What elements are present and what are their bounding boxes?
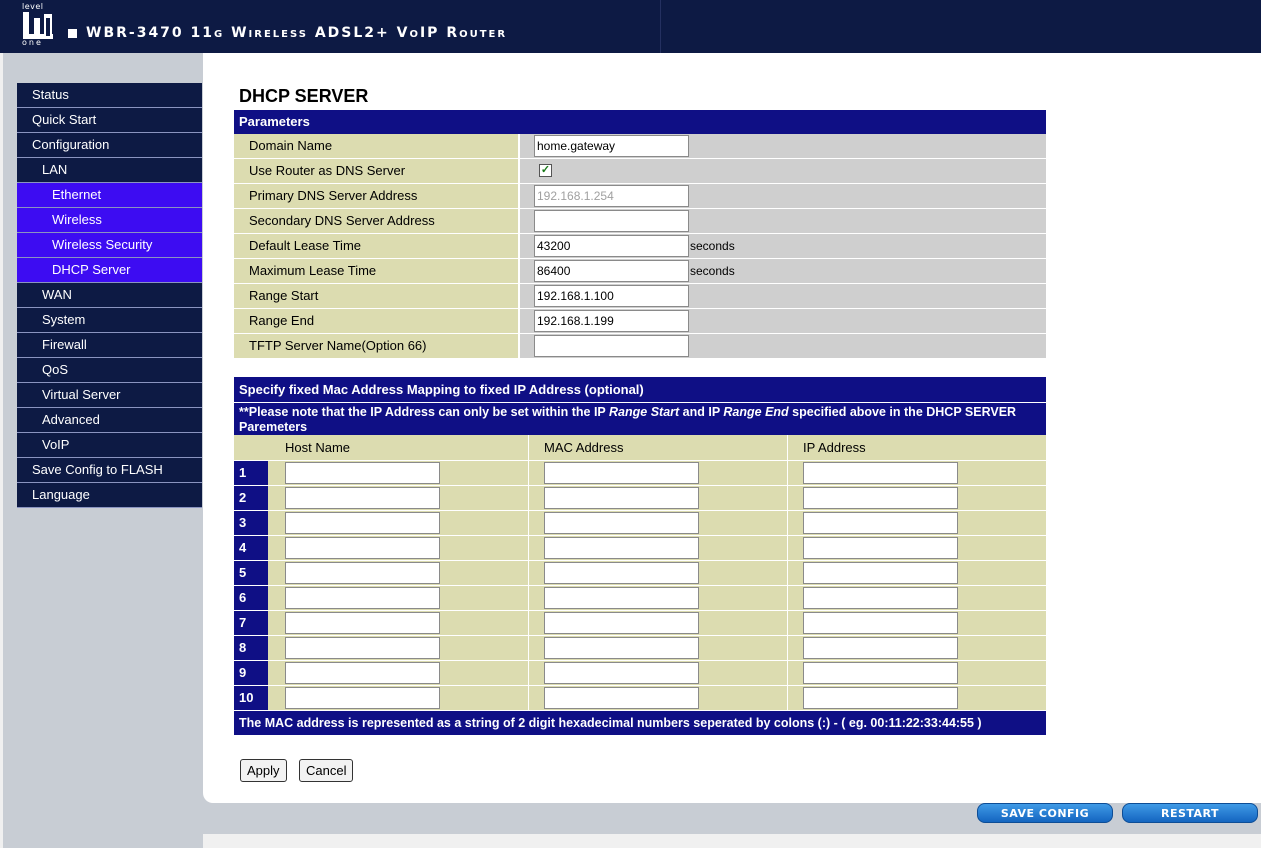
host-name-input[interactable] [285,662,440,684]
sidebar-item-lan[interactable]: LAN [17,158,202,183]
sidebar-nav [17,83,202,508]
mac-table-row [234,610,1046,635]
mac-address-input[interactable] [544,637,699,659]
ip-address-input[interactable] [803,487,958,509]
sidebar-item-wireless[interactable]: Wireless [17,208,202,233]
param-row-max-lease [234,259,1046,284]
column-separator [528,536,529,561]
tftp-server-input[interactable] [534,335,689,357]
mac-address-input[interactable] [544,662,699,684]
host-name-input[interactable] [285,537,440,559]
side-strip [0,53,3,848]
seconds-unit: seconds [690,264,735,278]
mac-footer-note: The MAC address is represented as a string of 2 digit hexadecimal numbers seperated by colons (:) - ( eg. 00:11:22:33:44:55 ) [234,710,1046,735]
note-text: and IP [679,405,724,419]
mac-table-row [234,585,1046,610]
row-number: 7 [234,611,268,635]
column-separator [528,636,529,661]
ip-address-input[interactable] [803,537,958,559]
sidebar-item-system[interactable]: System [17,308,202,333]
mac-column-header-row [234,435,1046,460]
sidebar-item-qos[interactable]: QoS [17,358,202,383]
param-row-range-end [234,309,1046,334]
param-value-cell [520,159,1046,183]
column-separator [787,636,788,661]
default-lease-time-input[interactable] [534,235,689,257]
mac-mapping-table [234,377,1046,735]
col-mac-address: MAC Address [544,440,624,455]
sidebar-item-virtual-server[interactable]: Virtual Server [17,383,202,408]
content-panel [203,53,1261,803]
sidebar-item-voip[interactable]: VoIP [17,433,202,458]
column-separator [787,536,788,561]
host-name-input[interactable] [285,487,440,509]
mac-table-row [234,460,1046,485]
mac-mapping-header: Specify fixed Mac Address Mapping to fixed IP Address (optional) [234,377,1046,402]
column-separator [787,561,788,586]
primary-dns-input [534,185,689,207]
param-row-primary-dns [234,184,1046,209]
range-start-input[interactable] [534,285,689,307]
column-separator [528,661,529,686]
sidebar-item-language[interactable]: Language [17,483,202,508]
mac-table-row [234,635,1046,660]
param-label: Primary DNS Server Address [234,184,518,208]
sidebar-item-firewall[interactable]: Firewall [17,333,202,358]
column-separator [528,586,529,611]
sidebar-item-advanced[interactable]: Advanced [17,408,202,433]
host-name-input[interactable] [285,512,440,534]
param-row-default-lease [234,234,1046,259]
ip-address-input[interactable] [803,687,958,709]
restart-button[interactable]: RESTART [1122,803,1258,823]
row-number: 6 [234,586,268,610]
column-separator [528,461,529,486]
host-name-input[interactable] [285,562,440,584]
param-label: Default Lease Time [234,234,518,258]
col-host-name: Host Name [285,440,351,455]
column-separator [787,461,788,486]
param-row-range-start [234,284,1046,309]
parameters-table [234,110,1046,359]
param-value-cell [520,184,1046,208]
cancel-button[interactable]: Cancel [299,759,353,782]
param-value-cell [520,284,1046,308]
seconds-unit: seconds [690,239,735,253]
logo-text-top: level [22,2,44,11]
column-separator [787,686,788,711]
apply-button[interactable]: Apply [240,759,287,782]
secondary-dns-input[interactable] [534,210,689,232]
column-separator [787,486,788,511]
param-label: Secondary DNS Server Address [234,209,518,233]
bottom-bar [203,834,1261,848]
mac-address-input[interactable] [544,462,699,484]
param-value-cell [520,259,1046,283]
mac-address-input[interactable] [544,687,699,709]
parameters-header: Parameters [234,110,1046,134]
column-separator [787,611,788,636]
mac-address-input[interactable] [544,512,699,534]
router-title: WBR-3470 11g Wireless ADSL2+ VoIP Router [86,25,508,41]
use-router-dns-checkbox[interactable]: ✓ [540,164,551,176]
note-range-end: Range End [723,405,789,419]
row-number: 3 [234,511,268,535]
mac-table-row [234,535,1046,560]
host-name-input[interactable] [285,462,440,484]
param-value-cell [520,134,1046,158]
param-label: Use Router as DNS Server [234,159,518,183]
param-label: Range End [234,309,518,333]
param-row-domain-name [234,134,1046,159]
mac-table-row [234,560,1046,585]
row-number: 8 [234,636,268,660]
header-bar [0,0,1261,53]
sidebar-item-wireless-security[interactable]: Wireless Security [17,233,202,258]
mac-rows [234,460,1046,710]
ip-address-input[interactable] [803,612,958,634]
max-lease-time-input[interactable] [534,260,689,282]
param-value-cell [520,234,1046,258]
column-separator [787,435,788,460]
column-separator [787,586,788,611]
param-value-cell [520,209,1046,233]
ip-address-input[interactable] [803,562,958,584]
ip-address-input[interactable] [803,637,958,659]
ip-address-input[interactable] [803,662,958,684]
mac-address-input[interactable] [544,487,699,509]
note-text: **Please note that the IP Address can only be set within the IP [239,405,610,419]
mac-address-input[interactable] [544,612,699,634]
column-separator [528,561,529,586]
sidebar-item-save-config-flash[interactable]: Save Config to FLASH [17,458,202,483]
save-config-button[interactable]: SAVE CONFIG [977,803,1113,823]
ip-address-input[interactable] [803,587,958,609]
row-number: 5 [234,561,268,585]
page-title: DHCP SERVER [239,86,369,106]
param-row-secondary-dns [234,209,1046,234]
column-separator [528,511,529,536]
note-text: specified above in the DHCP SERVER Paremeters [239,405,1017,434]
sidebar-item-status[interactable]: Status [17,83,202,108]
param-value-cell [520,334,1046,358]
host-name-input[interactable] [285,687,440,709]
domain-name-input[interactable] [534,135,689,157]
column-separator [787,661,788,686]
param-row-use-router-dns [234,159,1046,184]
row-number: 10 [234,686,268,710]
col-ip-address: IP Address [803,440,866,455]
sidebar-item-ethernet[interactable]: Ethernet [17,183,202,208]
mac-table-row [234,485,1046,510]
param-label: TFTP Server Name(Option 66) [234,334,518,358]
param-label: Range Start [234,284,518,308]
ip-address-input[interactable] [803,512,958,534]
sidebar-item-configuration[interactable]: Configuration [17,133,202,158]
row-number: 2 [234,486,268,510]
host-name-input[interactable] [285,587,440,609]
column-separator [528,435,529,460]
row-number: 1 [234,461,268,485]
column-separator [528,611,529,636]
sidebar-item-dhcp-server[interactable]: DHCP Server [17,258,202,283]
logo-text-bottom: one [22,38,43,47]
param-row-tftp-server [234,334,1046,359]
mac-mapping-note [234,402,1046,435]
header-divider [660,0,661,53]
note-range-start: Range Start [609,405,680,419]
column-separator [528,486,529,511]
param-label: Maximum Lease Time [234,259,518,283]
mac-address-input[interactable] [544,562,699,584]
mac-address-input[interactable] [544,587,699,609]
column-separator [528,686,529,711]
param-value-cell [520,309,1046,333]
host-name-input[interactable] [285,637,440,659]
row-number: 4 [234,536,268,560]
sidebar-item-wan[interactable]: WAN [17,283,202,308]
sidebar-item-quick-start[interactable]: Quick Start [17,108,202,133]
row-number: 9 [234,661,268,685]
mac-table-row [234,660,1046,685]
mac-table-row [234,510,1046,535]
ip-address-input[interactable] [803,462,958,484]
mac-address-input[interactable] [544,537,699,559]
mac-table-row [234,685,1046,710]
title-bullet-icon [68,29,77,38]
range-end-input[interactable] [534,310,689,332]
column-separator [787,511,788,536]
host-name-input[interactable] [285,612,440,634]
param-label: Domain Name [234,134,518,158]
